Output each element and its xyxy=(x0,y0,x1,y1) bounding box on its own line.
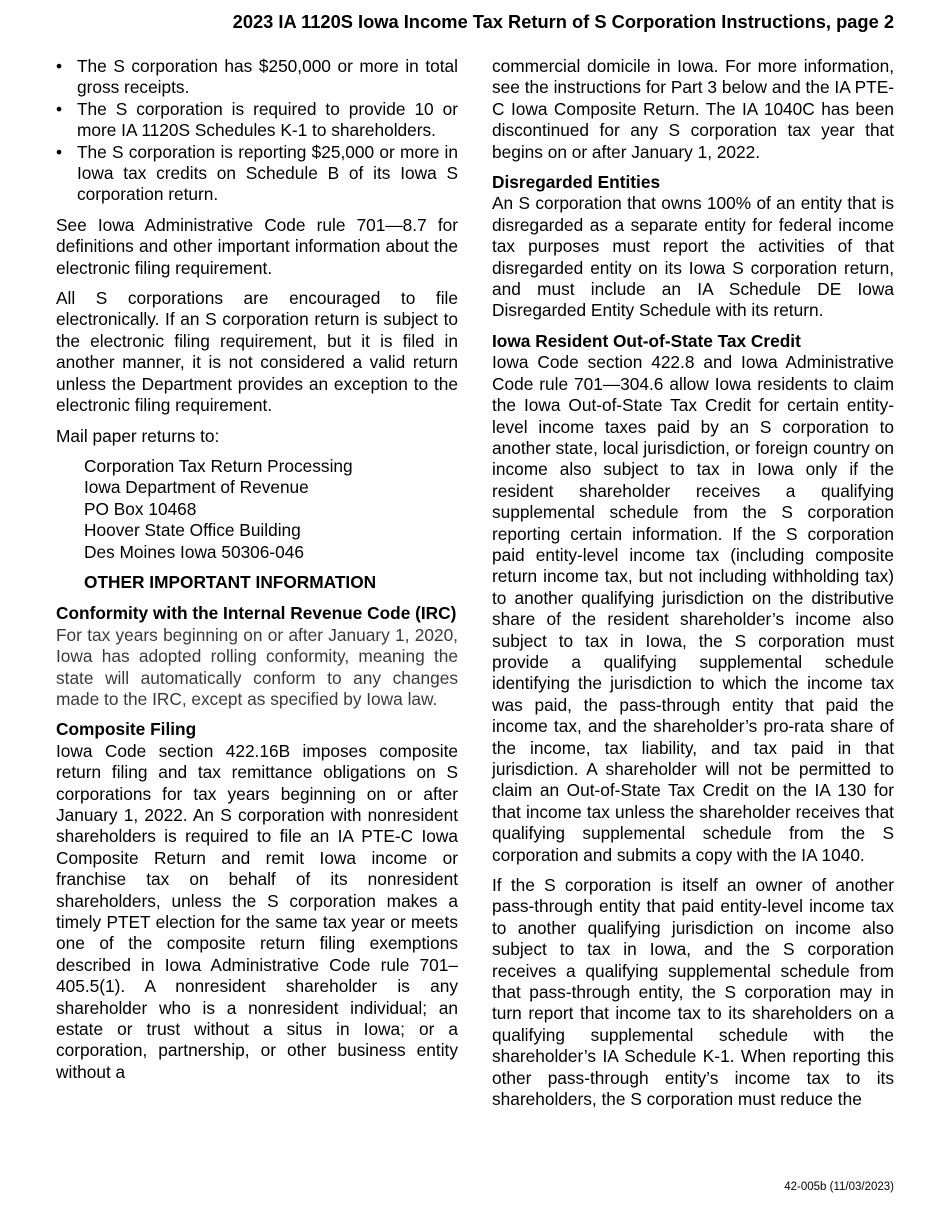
conformity-heading: Conformity with the Internal Revenue Code (IRC) xyxy=(56,603,457,624)
right-column xyxy=(492,56,894,1120)
page-header: 2023 IA 1120S Iowa Income Tax Return of S Corporation Instructions, page 2 xyxy=(232,11,894,32)
address-line: Corporation Tax Return Processing xyxy=(84,455,353,476)
mail-label: Mail paper returns to: xyxy=(56,425,220,446)
bullet-icon: • xyxy=(56,141,63,162)
rule-paragraph: See Iowa Administrative Code rule 701—8.7 for definitions and other important information about the electronic filing requirement. xyxy=(56,214,458,278)
disregarded-heading: Disregarded Entities xyxy=(492,172,661,193)
other-info-title: OTHER IMPORTANT INFORMATION xyxy=(84,571,377,592)
composite-continued-paragraph: commercial domicile in Iowa. For more information, see the instructions for Part 3 below and the IA PTE-C Iowa Composite Return. The IA 1040C has been discontinued for any S corporation tax year that begins on or after January 1, 2022. xyxy=(492,56,894,162)
credit-heading: Iowa Resident Out-of-State Tax Credit xyxy=(492,330,801,351)
conformity-paragraph: For tax years beginning on or after January 1, 2020, Iowa has adopted rolling conformity, meaning the state will automatically conform to any changes made to the IRC, except as specified by Iowa law. xyxy=(56,624,458,709)
composite-heading: Composite Filing xyxy=(56,719,197,740)
address-line: Des Moines Iowa 50306-046 xyxy=(84,541,304,562)
address-line: PO Box 10468 xyxy=(84,498,197,519)
disregarded-paragraph: An S corporation that owns 100% of an entity that is disregarded as a separate entity for federal income tax purposes must report the activities of that disregarded entity on its Iowa S corporation return, and must include an IA Schedule DE Iowa Disregarded Entity Schedule with its return. xyxy=(492,193,894,321)
bullet-icon: • xyxy=(56,98,63,119)
encouraged-paragraph: All S corporations are encouraged to file electronically. If an S corporation return is subject to the electronic filing requirement, but it is filed in another manner, it is not considered a valid return unless the Department provides an exception to the electronic filing requirement. xyxy=(56,288,458,416)
address-line: Hoover State Office Building xyxy=(84,520,301,541)
list-item: • The S corporation has $250,000 or more in total gross receipts. xyxy=(56,56,458,98)
passthrough-paragraph: If the S corporation is itself an owner of another pass-through entity that paid entity-level income tax to another qualifying jurisdiction on income also subject to tax in Iowa, and the S corporation receives a qualifying supplemental schedule from that pass-through entity, the S corporation may in turn report that income tax to its shareholders on a qualifying supplemental schedule with the shareholder’s IA Schedule K-1. When reporting this other pass-through entity’s income tax to its shareholders, the S corporation must reduce the xyxy=(492,875,894,1110)
composite-paragraph: Iowa Code section 422.16B imposes composite return filing and tax remittance obligations on S corporations for tax years beginning on or after January 1, 2022. An S corporation with nonresident shareholders is required to file an IA PTE-C Iowa Composite Return and remit Iowa income or franchise tax on behalf of its nonresident shareholders, unless the S corporation makes a timely PTET election for the same tax year or meets one of the composite return filing exemptions described in Iowa Administrative Code rule 701–405.5(1). A nonresident shareholder is any shareholder who is a nonresident individual; an estate or trust without a situs in Iowa; or a corporation, partnership, or other business entity without a xyxy=(56,740,458,1082)
list-item: • The S corporation is required to provide 10 or more IA 1120S Schedules K-1 to shareholders. xyxy=(56,98,458,141)
list-item: • The S corporation is reporting $25,000 or more in Iowa tax credits on Schedule B of its Iowa S corporation return. xyxy=(56,141,458,205)
credit-paragraph: Iowa Code section 422.8 and Iowa Administrative Code rule 701—304.6 allow Iowa residents to claim the Iowa Out-of-State Tax Credit for certain entity-level income taxes paid by an S corporation to another state, local jurisdiction, or foreign country on income also subject to tax in Iowa only if the resident shareholder receives a qualifying supplemental schedule from the S corporation reporting certain information. If the S corporation paid entity-level income tax (including composite return income tax, but not including withholding tax) to another qualifying jurisdiction on the distributive share of the resident shareholder’s income also subject to tax in Iowa, the S corporation must provide a qualifying supplemental schedule identifying the jurisdiction to which the income tax was paid, the pass-through entity that paid the income tax, and the shareholder’s pro-rata share of the income, tax liability, and tax paid in that jurisdiction. A shareholder will not be permitted to claim an Out-of-State Tax Credit on the IA 130 for that income tax unless the shareholder receives that qualifying supplemental schedule from the S corporation and submits a copy with the IA 1040. xyxy=(492,352,894,865)
efile-requirements-list xyxy=(56,56,458,206)
left-column xyxy=(56,56,458,1092)
form-id: 42-005b (11/03/2023) xyxy=(784,1181,894,1193)
mailing-address xyxy=(84,456,458,563)
address-line: Iowa Department of Revenue xyxy=(84,477,309,498)
bullet-icon: • xyxy=(56,56,63,76)
